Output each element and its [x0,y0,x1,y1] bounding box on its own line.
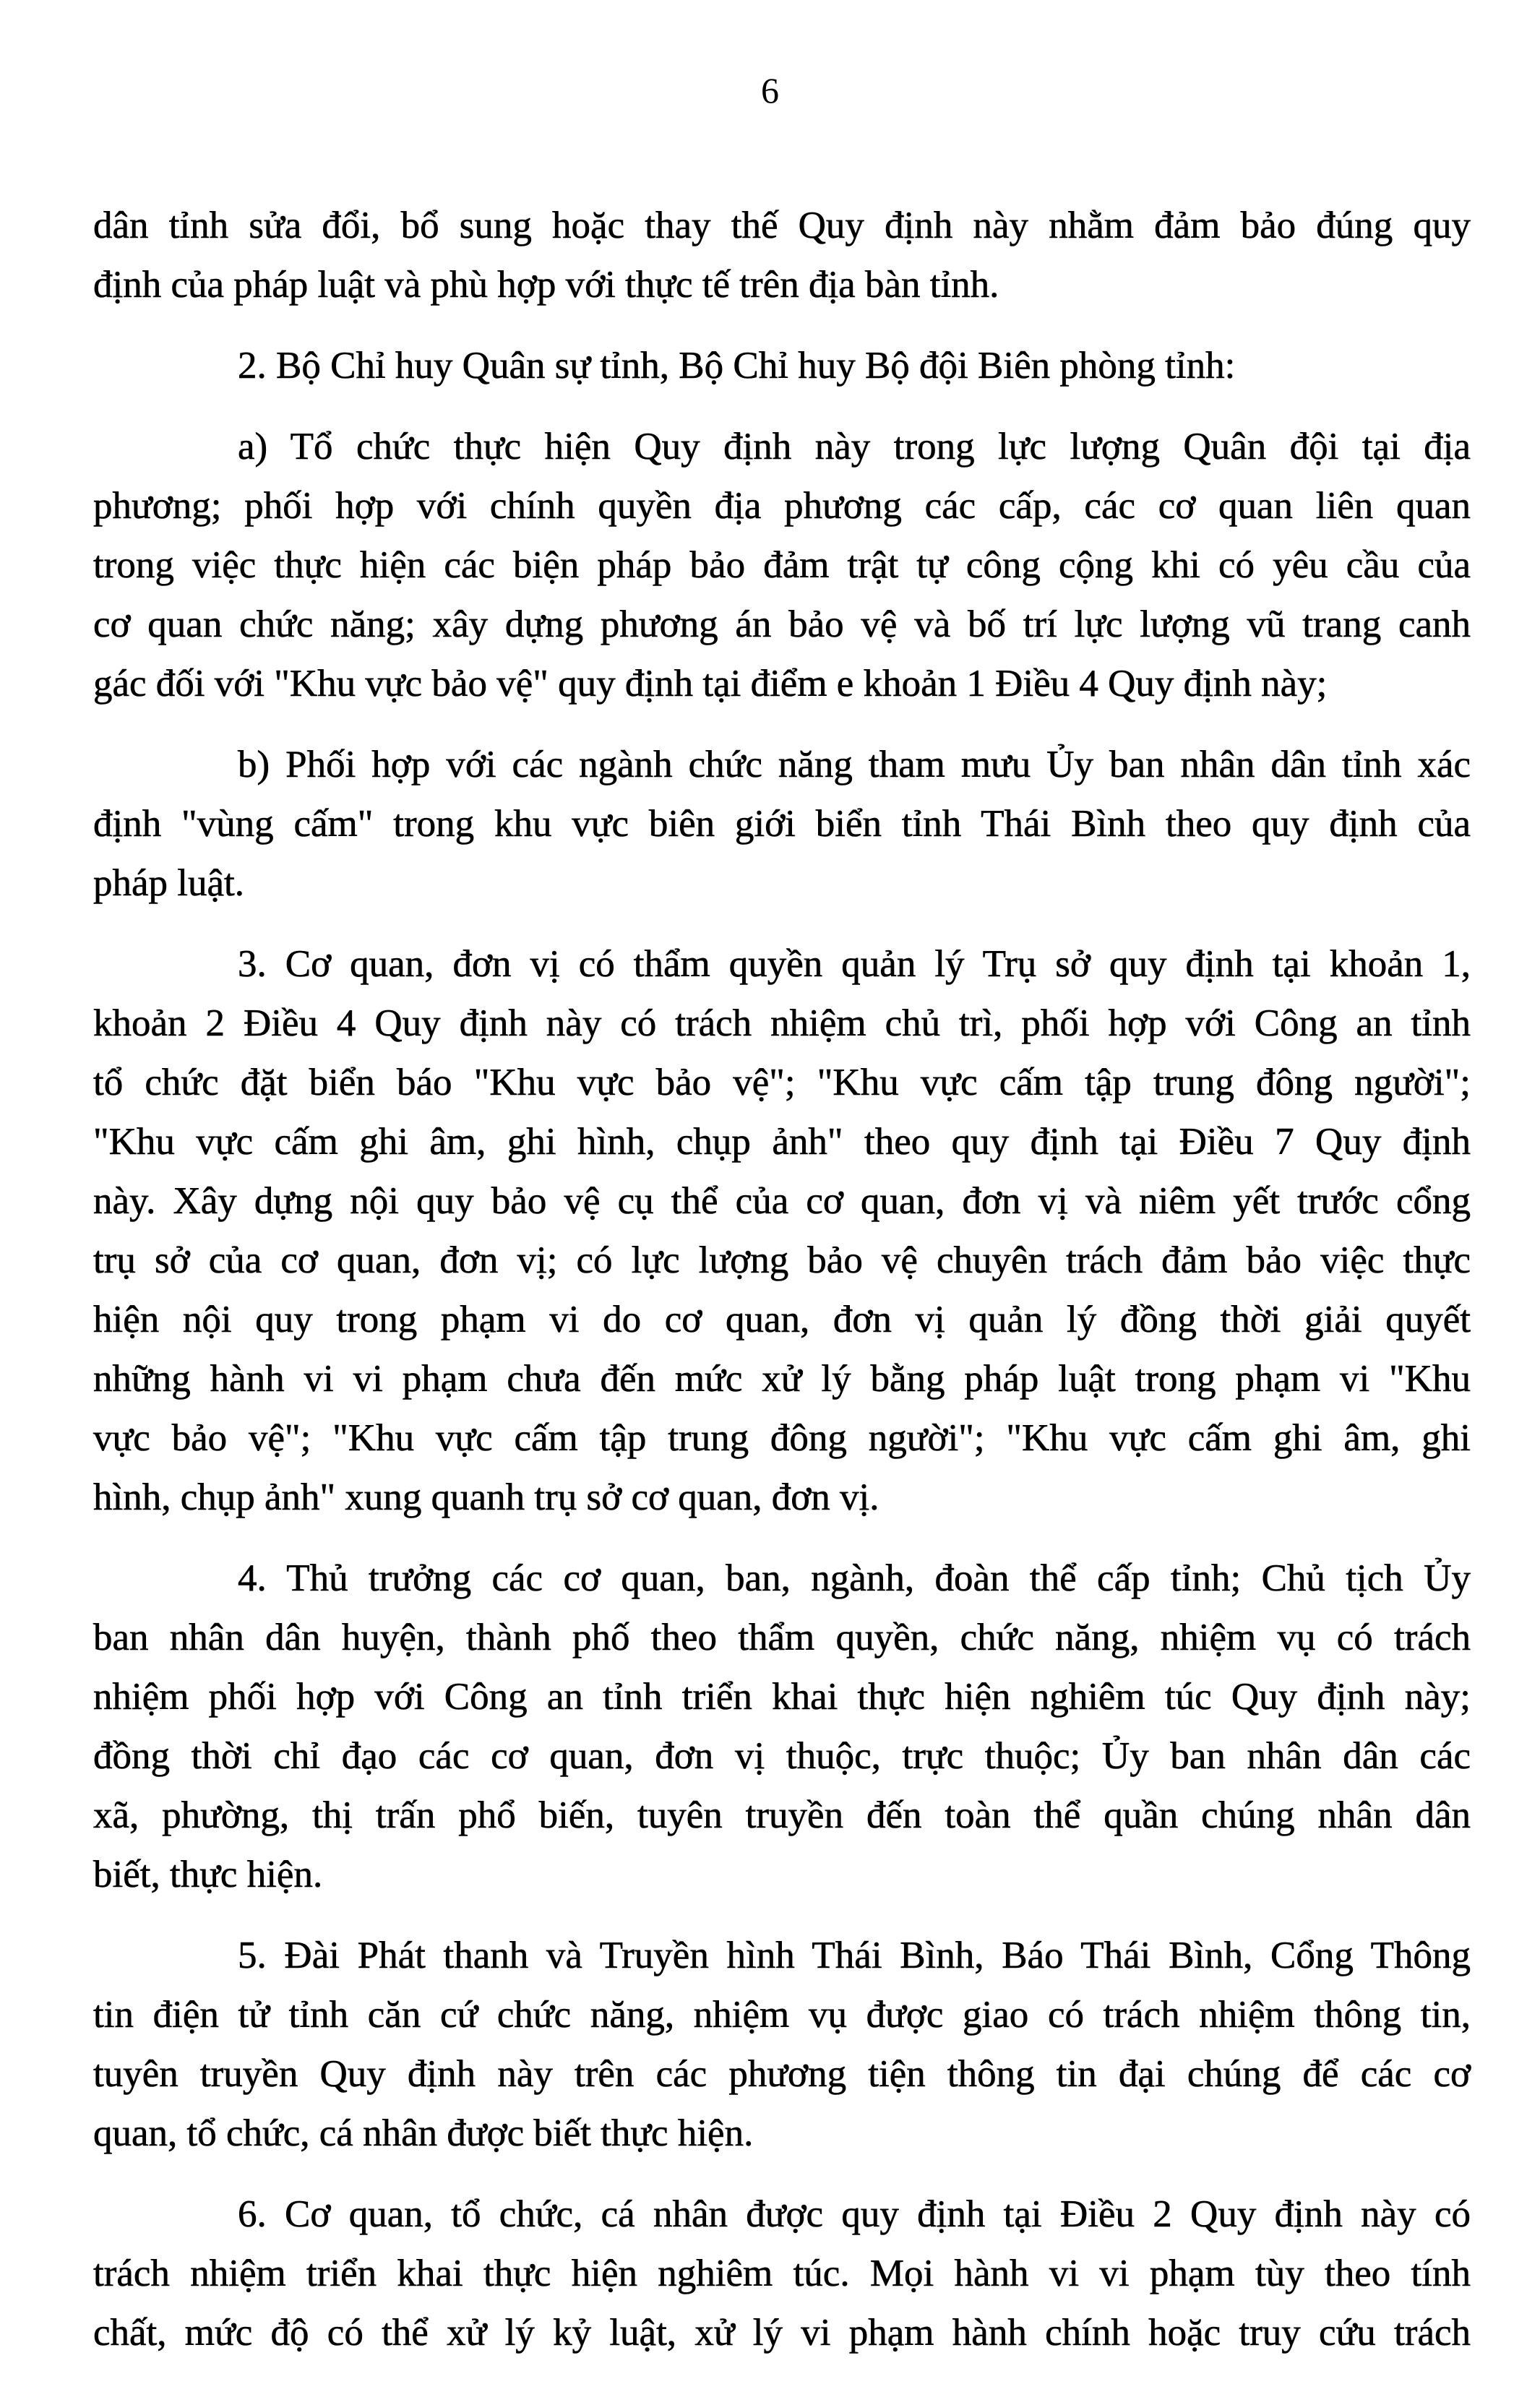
text-line: 2. Bộ Chỉ huy Quân sự tỉnh, Bộ Chỉ huy Bộ đội Biên phòng tỉnh: [238,345,1236,387]
text-line: chất, mức độ có thể xử lý kỷ luật, xử lý vi phạm hành chính hoặc truy cứu trách [93,2312,1471,2354]
text-line: ban nhân dân huyện, thành phố theo thẩm quyền, chức năng, nhiệm vụ có trách [93,1617,1471,1658]
document-body [93,196,1471,2384]
text-line: cơ quan chức năng; xây dựng phương án bảo vệ và bố trí lực lượng vũ trang canh [93,603,1471,645]
text-line: biết, thực hiện. [93,1854,323,1895]
text-line: xã, phường, thị trấn phổ biến, tuyên truyền đến toàn thể quần chúng nhân dân [93,1794,1471,1836]
text-line: 4. Thủ trưởng các cơ quan, ban, ngành, đoàn thể cấp tỉnh; Chủ tịch Ủy [238,1557,1471,1599]
text-line: trong việc thực hiện các biện pháp bảo đảm trật tự công cộng khi có yêu cầu của [93,544,1471,586]
paragraph [93,417,1471,713]
text-line: dân tỉnh sửa đổi, bổ sung hoặc thay thế Quy định này nhằm đảm bảo đúng quy [93,205,1471,246]
text-line: quan, tổ chức, cá nhân được biết thực hiện. [93,2112,754,2154]
text-line: này. Xây dựng nội quy bảo vệ cụ thể của cơ quan, đơn vị và niêm yết trước cổng [93,1180,1471,1222]
text-line: a) Tổ chức thực hiện Quy định này trong lực lượng Quân đội tại địa [238,426,1471,468]
text-line: b) Phối hợp với các ngành chức năng tham mưu Ủy ban nhân dân tỉnh xác [238,744,1471,786]
paragraph [93,336,1471,395]
text-line: vực bảo vệ"; "Khu vực cấm tập trung đông người"; "Khu vực cấm ghi âm, ghi [93,1417,1471,1459]
text-line: định "vùng cấm" trong khu vực biên giới biển tỉnh Thái Bình theo quy định của [93,803,1471,845]
text-line: định của pháp luật và phù hợp với thực tế trên địa bàn tỉnh. [93,264,999,306]
text-line: tin điện tử tỉnh căn cứ chức năng, nhiệm vụ được giao có trách nhiệm thông tin, [93,1994,1471,2036]
paragraph [93,1926,1471,2163]
paragraph [93,2185,1471,2362]
text-line: gác đối với "Khu vực bảo vệ" quy định tại điểm e khoản 1 Điều 4 Quy định này; [93,663,1328,705]
paragraph [93,1549,1471,1904]
text-line: tuyên truyền Quy định này trên các phương tiện thông tin đại chúng để các cơ [93,2053,1471,2095]
text-line: 3. Cơ quan, đơn vị có thẩm quyền quản lý Trụ sở quy định tại khoản 1, [238,943,1471,985]
text-line: khoản 2 Điều 4 Quy định này có trách nhiệm chủ trì, phối hợp với Công an tỉnh [93,1002,1471,1044]
text-line: "Khu vực cấm ghi âm, ghi hình, chụp ảnh" theo quy định tại Điều 7 Quy định [93,1121,1471,1163]
text-line: hiện nội quy trong phạm vi do cơ quan, đơn vị quản lý đồng thời giải quyết [93,1299,1471,1341]
text-line: 5. Đài Phát thanh và Truyền hình Thái Bình, Báo Thái Bình, Cổng Thông [238,1935,1471,1976]
text-line: hình, chụp ảnh" xung quanh trụ sở cơ quan, đơn vị. [93,1476,879,1518]
text-line: những hành vi vi phạm chưa đến mức xử lý bằng pháp luật trong phạm vi "Khu [93,1358,1471,1400]
text-line: nhiệm phối hợp với Công an tỉnh triển khai thực hiện nghiêm túc Quy định này; [93,1676,1471,1718]
text-line: đồng thời chỉ đạo các cơ quan, đơn vị thuộc, trực thuộc; Ủy ban nhân dân các [93,1735,1471,1777]
text-line: trách nhiệm triển khai thực hiện nghiêm túc. Mọi hành vi vi phạm tùy theo tính [93,2252,1471,2294]
text-line: phương; phối hợp với chính quyền địa phương các cấp, các cơ quan liên quan [93,485,1471,527]
page-number: 6 [761,70,779,111]
text-line: trụ sở của cơ quan, đơn vị; có lực lượng bảo vệ chuyên trách đảm bảo việc thực [93,1239,1471,1281]
paragraph [93,196,1471,314]
paragraph [93,934,1471,1527]
text-line: pháp luật. [93,862,244,904]
text-line: tổ chức đặt biển báo "Khu vực bảo vệ"; "Khu vực cấm tập trung đông người"; [93,1062,1471,1103]
text-line: 6. Cơ quan, tổ chức, cá nhân được quy định tại Điều 2 Quy định này có [238,2193,1471,2235]
paragraph [93,735,1471,913]
